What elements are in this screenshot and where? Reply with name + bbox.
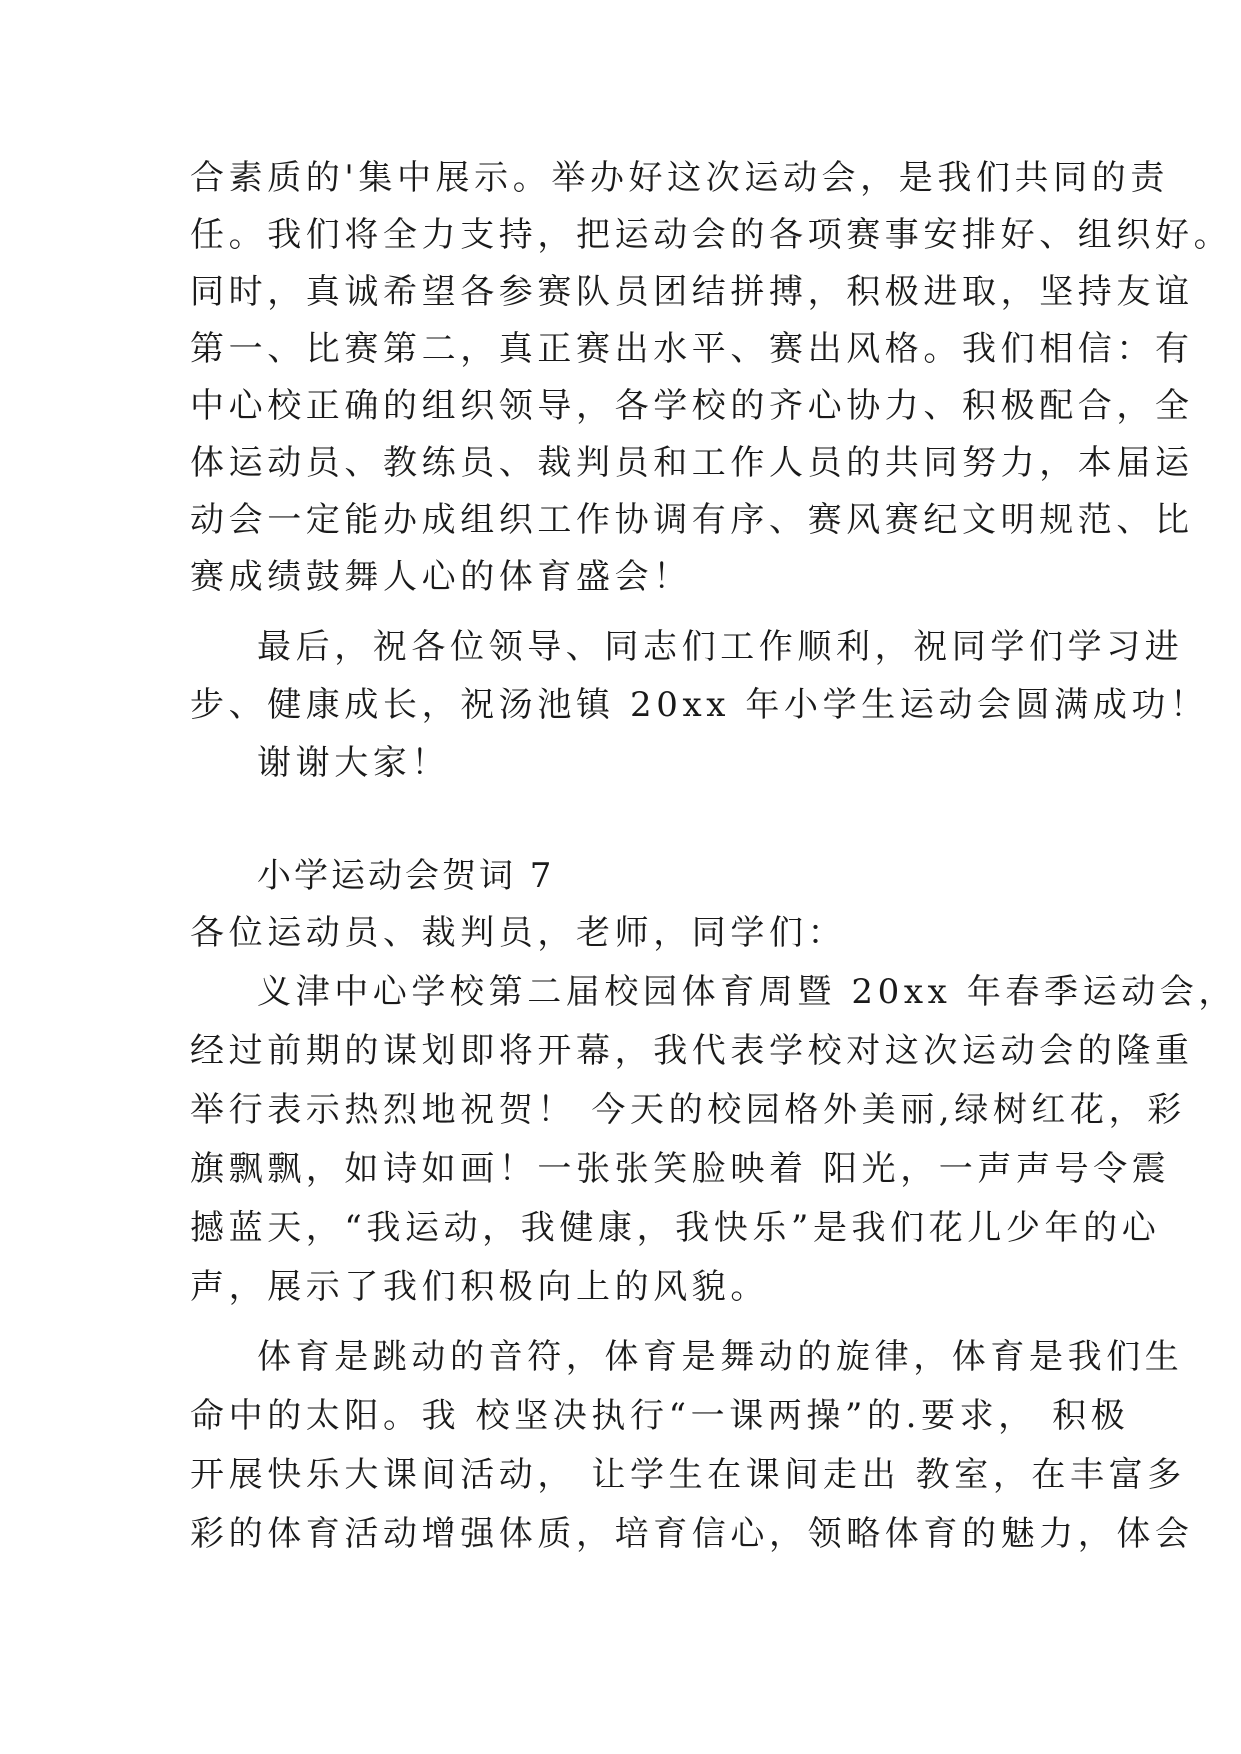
paragraph-line: 举行表示热烈地祝贺！ 今天的校园格外美丽,绿树红花，彩 [190,1090,1186,1130]
paragraph-line: 义津中心学校第二届校园体育周暨 20xx 年春季运动会， [257,972,1238,1012]
text-line: 同时，真诚希望各参赛队员团结拼搏，积极进取，坚持友谊 [190,272,1194,312]
text-line: 第一、比赛第二，真正赛出水平、赛出风格。我们相信：有 [190,329,1194,369]
paragraph-line: 撼蓝天，“我运动，我健康，我快乐”是我们花儿少年的心 [190,1208,1161,1248]
section-title: 小学运动会贺词 7 [257,856,555,896]
text-line: 体运动员、教练员、裁判员和工作人员的共同努力，本届运 [190,443,1194,483]
paragraph-line: 经过前期的谋划即将开幕，我代表学校对这次运动会的隆重 [190,1031,1194,1071]
paragraph-line: 声，展示了我们积极向上的风貌。 [190,1267,769,1307]
text-line: 赛成绩鼓舞人心的体育盛会！ [190,557,692,597]
paragraph-line: 开展快乐大课间活动， 让学生在课间走出 教室，在丰富多 [190,1455,1186,1495]
paragraph-line: 彩的体育活动增强体质，培育信心，领略体育的魅力，体会 [190,1514,1194,1554]
paragraph-line: 体育是跳动的音符，体育是舞动的旋律，体育是我们生 [257,1337,1184,1377]
salutation: 各位运动员、裁判员，老师，同学们： [190,913,847,953]
text-line: 动会一定能办成组织工作协调有序、赛风赛纪文明规范、比 [190,500,1194,540]
text-line: 合素质的'集中展示。举办好这次运动会，是我们共同的责 [190,158,1169,198]
closing-line: 最后，祝各位领导、同志们工作顺利，祝同学们学习进 [257,627,1184,667]
paragraph-line: 命中的太阳。我 校坚决执行“一课两操”的.要求， 积极 [190,1396,1130,1436]
closing-line: 步、健康成长，祝汤池镇 20xx 年小学生运动会圆满成功！ [190,685,1209,725]
thanks-line: 谢谢大家！ [257,743,450,783]
text-line: 任。我们将全力支持，把运动会的各项赛事安排好、组织好。 [190,215,1233,255]
text-line: 中心校正确的组织领导，各学校的齐心协力、积极配合，全 [190,386,1194,426]
paragraph-line: 旗飘飘，如诗如画！一张张笑脸映着 阳光，一声声号令震 [190,1149,1171,1189]
